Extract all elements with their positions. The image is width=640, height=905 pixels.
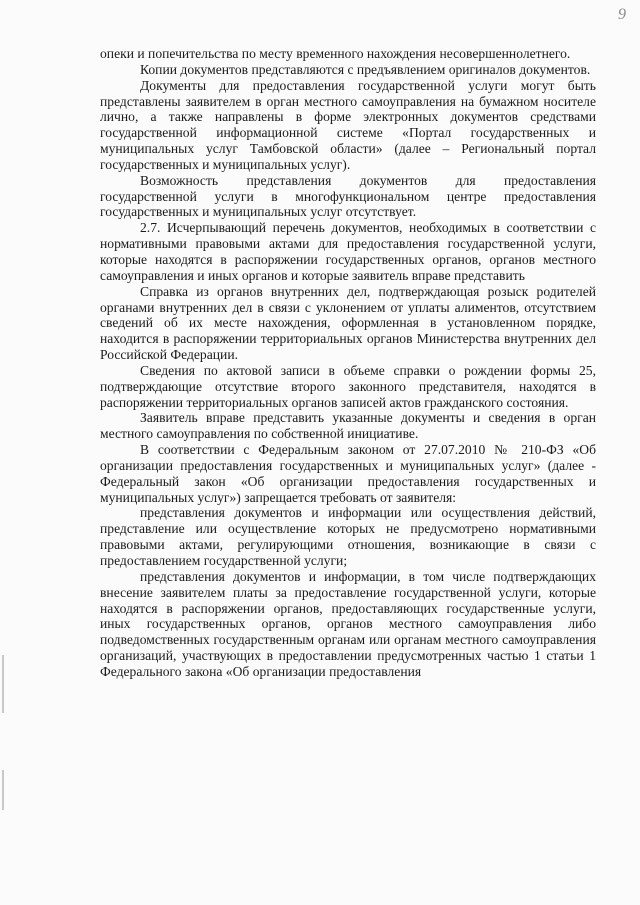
paragraph: Сведения по актовой записи в объеме справки о рождении формы 25, подтверждающие отсутствие второго законного представителя, находятся в распоряжении территориальных органов записей актов гражданского состояния. bbox=[100, 362, 596, 410]
paragraph: представления документов и информации, в том числе подтверждающих внесение заявителем платы за предоставление государственной услуги, которые находятся в распоряжении органов, предоставляющих государственные услуги, иных государственных органов, органов местного самоуправления либо подведомственных государственным органам или органам местного самоуправления организаций, участвующих в предоставлении предусмотренных частью 1 статьи 1 Федерального закона «Об организации предоставления bbox=[100, 568, 596, 679]
paragraph: Возможность представления документов для предоставления государственной услуги в многофункциональном центре предоставления государственных и муниципальных услуг отсутствует. bbox=[100, 172, 596, 220]
page-number: 9 bbox=[618, 6, 626, 23]
paragraph: В соответствии с Федеральным законом от 27.07.2010 № 210-ФЗ «Об организации предоставления государственных и муниципальных услуг» (далее - Федеральный закон «Об организации предоставления государственных и муниципальных услуг») запрещается требовать от заявителя: bbox=[100, 442, 596, 505]
paragraph: Копии документов представляются с предъявлением оригиналов документов. bbox=[140, 61, 591, 77]
document-body bbox=[100, 46, 596, 680]
paragraph: 2.7. Исчерпывающий перечень документов, необходимых в соответствии с нормативными правовыми актами для предоставления государственной услуги, которые находятся в распоряжении государственных органов, органов местного самоуправления и иных органов и которые заявитель вправе представить bbox=[100, 220, 596, 283]
paragraph: представления документов и информации или осуществления действий, представление или осуществление которых не предусмотрено нормативными правовыми актами, регулирующими отношения, возникающие в связи с предоставлением государственной услуги; bbox=[100, 505, 596, 568]
paragraph: опеки и попечительства по месту временного нахождения несовершеннолетнего. bbox=[100, 46, 571, 61]
binding-mark bbox=[2, 655, 4, 713]
paragraph: Документы для предоставления государственной услуги могут быть представлены заявителем в орган местного самоуправления на бумажном носителе лично, а также направлены в форме электронных документов средствами государственной информационной системе «Портал государственных и муниципальных услуг Тамбовской области» (далее – Региональный портал государственных и муниципальных услуг). bbox=[100, 77, 596, 172]
paragraph: Заявитель вправе представить указанные документы и сведения в орган местного самоуправления по собственной инициативе. bbox=[100, 410, 596, 442]
paragraph: Справка из органов внутренних дел, подтверждающая розыск родителей органами внутренних дел в связи с уклонением от уплаты алиментов, отсутствием сведений об их месте нахождения, оформленная в установленном порядке, находится в распоряжении территориальных органов Министерства внутренних дел Российской Федерации. bbox=[100, 283, 596, 363]
binding-mark bbox=[2, 770, 4, 810]
